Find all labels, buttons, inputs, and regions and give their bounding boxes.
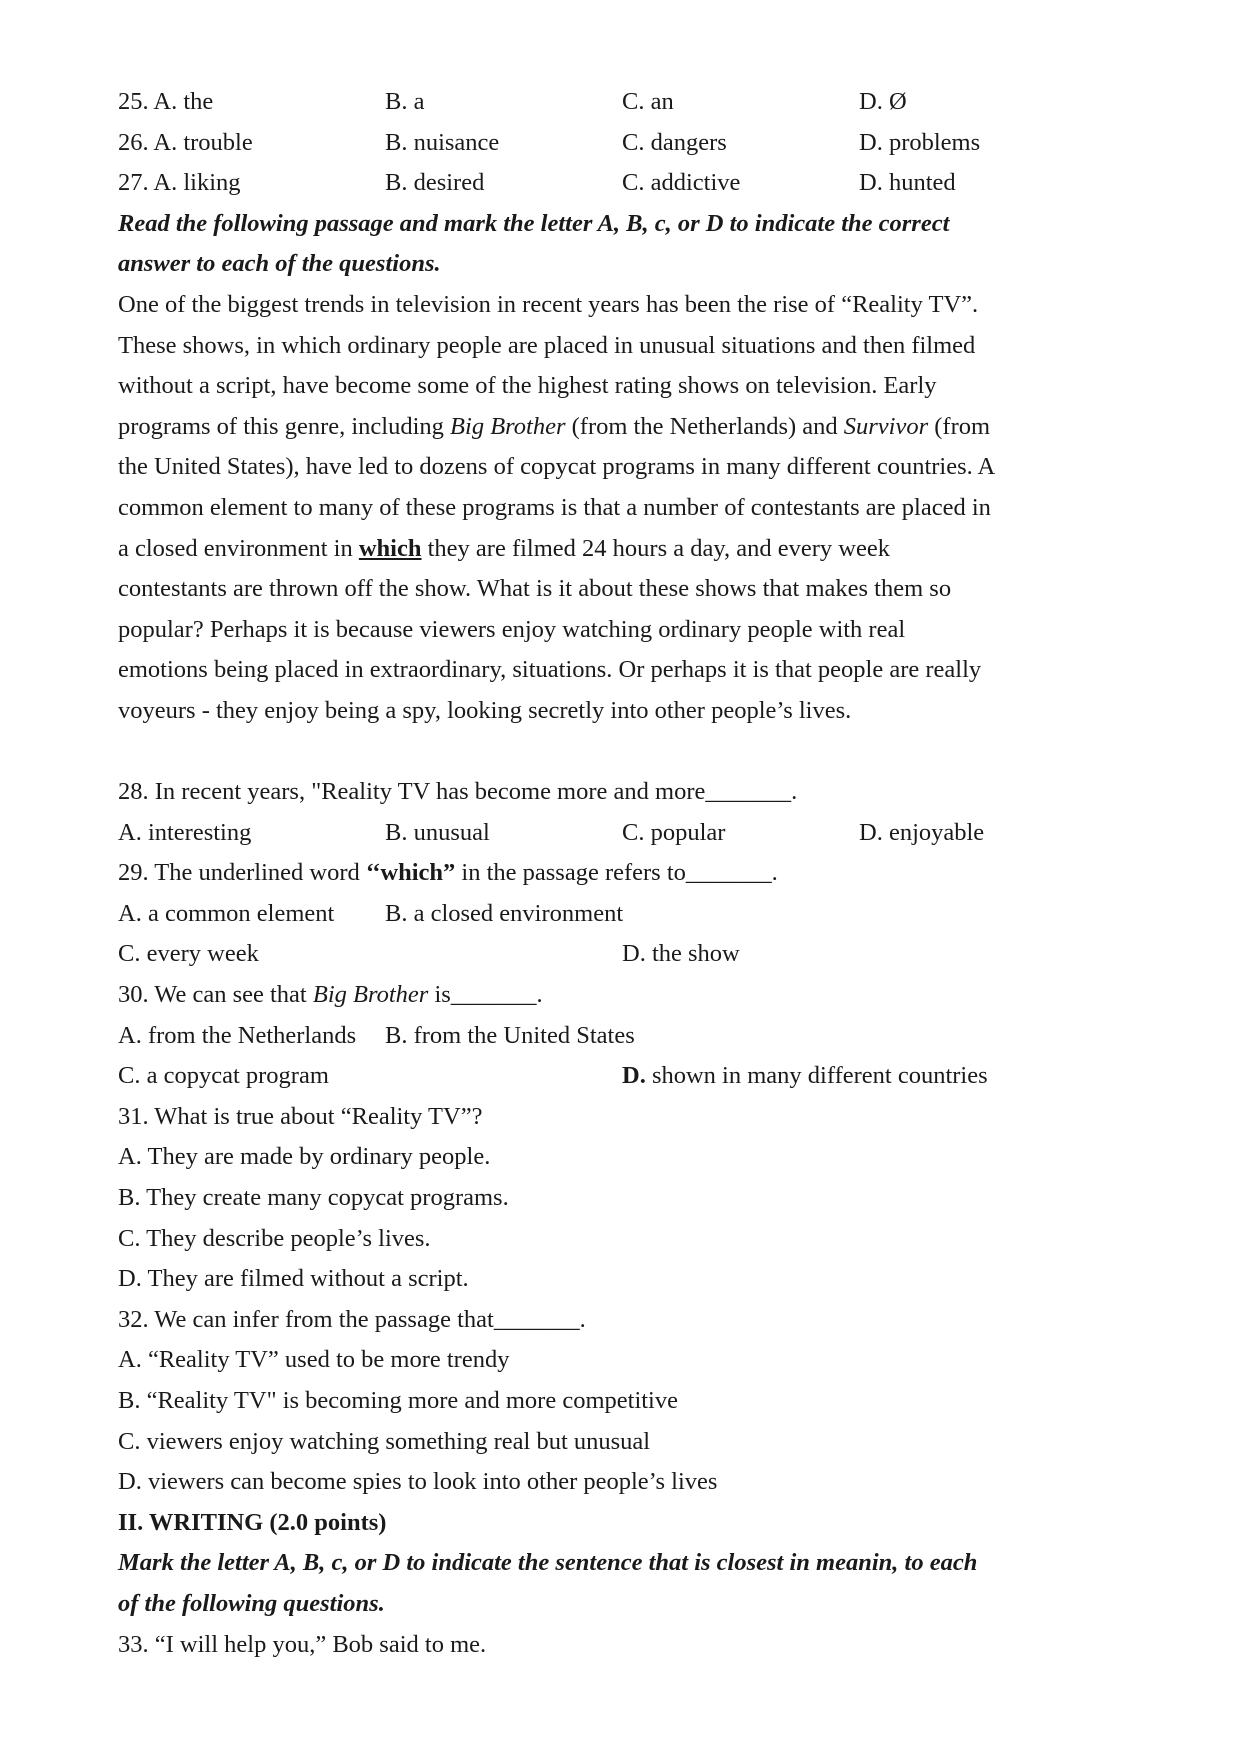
question-26-options (118, 123, 1128, 164)
option-29-c[interactable]: C. every week (118, 940, 259, 968)
question-31-stem: 31. What is true about “Reality TV”? (118, 1102, 483, 1130)
option-25-b[interactable]: B. a (385, 88, 425, 115)
option-25-d[interactable]: D. Ø (859, 88, 907, 115)
underlined-word-which: which (358, 534, 422, 562)
option-29-b[interactable]: B. a closed environment (385, 899, 624, 927)
writing-instruction-line-2: of the following questions. (118, 1589, 385, 1617)
question-30-options-row-1 (118, 1016, 1128, 1057)
option-27-b[interactable]: B. desired (385, 169, 485, 197)
passage-line: emotions being placed in extraordinary, situations. Or perhaps it is that people are really (118, 656, 982, 684)
title-survivor: Survivor (843, 412, 929, 440)
option-25-a[interactable]: 25. A. the (118, 88, 214, 115)
passage-line: contestants are thrown off the show. What is it about these shows that makes them so (118, 575, 952, 603)
writing-section-heading: II. WRITING (2.0 points) (118, 1508, 387, 1536)
passage-text: (from the Netherlands) and (565, 412, 844, 440)
option-31-c[interactable]: C. They describe people’s lives. (118, 1224, 431, 1252)
option-25-c[interactable]: C. an (622, 88, 674, 115)
passage-text: (from (928, 412, 991, 440)
title-big-brother: Big Brother (312, 981, 429, 1009)
option-letter: D. (622, 1062, 646, 1090)
passage-text: they are filmed 24 hours a day, and every week (421, 534, 890, 562)
passage-line: voyeurs - they enjoy being a spy, looking secretly into other people’s lives. (118, 696, 852, 724)
option-31-a[interactable]: A. They are made by ordinary people. (118, 1143, 491, 1171)
option-30-a[interactable]: A. from the Netherlands (118, 1021, 357, 1049)
question-text: in the passage refers to_______. (455, 859, 778, 887)
option-30-c[interactable]: C. a copycat program (118, 1062, 329, 1090)
reading-instruction-line-1: Read the following passage and mark the letter A, B, c, or D to indicate the correct (118, 209, 950, 237)
option-30-b[interactable]: B. from the United States (385, 1021, 635, 1049)
option-28-d[interactable]: D. enjoyable (859, 818, 985, 846)
passage-text: a closed environment in (118, 534, 359, 562)
reading-passage (118, 285, 1128, 732)
option-text: shown in many different countries (645, 1062, 988, 1090)
option-29-a[interactable]: A. a common element (118, 899, 335, 927)
question-30-stem (118, 975, 1128, 1016)
question-25-options (118, 82, 1128, 123)
question-32-stem: 32. We can infer from the passage that_______. (118, 1305, 586, 1333)
option-28-b[interactable]: B. unusual (385, 818, 490, 846)
writing-instruction-line-1: Mark the letter A, B, c, or D to indicate the sentence that is closest in meanin, to each (118, 1549, 978, 1577)
option-26-a[interactable]: 26. A. trouble (118, 128, 253, 156)
passage-line: without a script, have become some of the highest rating shows on television. Early (118, 372, 937, 400)
option-26-d[interactable]: D. problems (859, 128, 981, 156)
question-29-stem (118, 853, 1128, 894)
passage-line: popular? Perhaps it is because viewers enjoy watching ordinary people with real (118, 615, 906, 643)
quoted-which: ‘‘which” (365, 859, 456, 887)
option-32-c[interactable]: C. viewers enjoy watching something real but unusual (118, 1427, 651, 1455)
option-26-c[interactable]: C. dangers (622, 128, 727, 156)
passage-line: the United States), have led to dozens of copycat programs in many different countries. A (118, 453, 996, 481)
title-big-brother: Big Brother (450, 412, 566, 440)
option-32-d[interactable]: D. viewers can become spies to look into other people’s lives (118, 1468, 718, 1496)
spacer (118, 732, 1128, 773)
option-27-a[interactable]: 27. A. liking (118, 169, 241, 197)
question-27-options (118, 163, 1128, 204)
option-32-b[interactable]: B. “Reality TV" is becoming more and more competitive (118, 1387, 678, 1414)
option-26-b[interactable]: B. nuisance (385, 128, 500, 156)
passage-line: One of the biggest trends in television in recent years has been the rise of “Reality TV”. (118, 290, 979, 318)
passage-line: These shows, in which ordinary people are placed in unusual situations and then filmed (118, 331, 976, 359)
passage-line: common element to many of these programs is that a number of contestants are placed in (118, 493, 991, 521)
option-28-c[interactable]: C. popular (622, 818, 726, 846)
question-text: is_______. (428, 981, 543, 1009)
question-28-stem: 28. In recent years, "Reality TV has become more and more_______. (118, 778, 798, 806)
question-text: 29. The underlined word (118, 859, 366, 887)
option-32-a[interactable]: A. “Reality TV” used to be more trendy (118, 1346, 510, 1374)
document-page (118, 82, 1128, 1665)
question-30-options-row-2 (118, 1056, 1128, 1097)
option-31-b[interactable]: B. They create many copycat programs. (118, 1184, 509, 1212)
option-31-d[interactable]: D. They are filmed without a script. (118, 1265, 469, 1293)
passage-line (118, 529, 1128, 570)
passage-text: programs of this genre, including (118, 412, 451, 440)
option-27-d[interactable]: D. hunted (859, 169, 956, 197)
option-27-c[interactable]: C. addictive (622, 169, 741, 197)
option-29-d[interactable]: D. the show (622, 940, 740, 968)
option-30-d[interactable] (622, 1056, 988, 1097)
passage-line (118, 407, 1128, 448)
question-29-options-row-2 (118, 934, 1128, 975)
question-29-options-row-1 (118, 894, 1128, 935)
option-28-a[interactable]: A. interesting (118, 818, 252, 846)
question-text: 30. We can see that (118, 981, 313, 1009)
question-28-options (118, 813, 1128, 854)
reading-instruction-line-2: answer to each of the questions. (118, 250, 441, 278)
question-33-stem: 33. “I will help you,” Bob said to me. (118, 1630, 487, 1658)
